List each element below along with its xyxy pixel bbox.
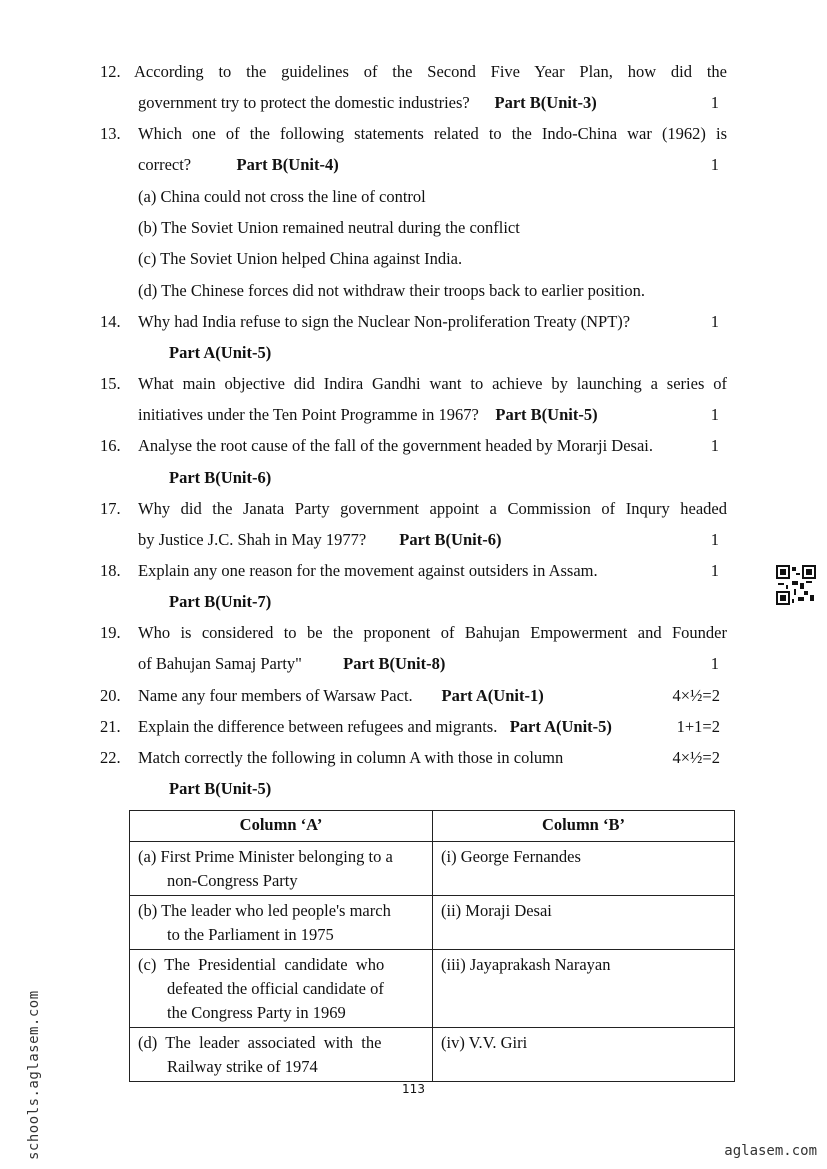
question-number: 22.: [100, 748, 121, 767]
question-number: 16.: [100, 436, 121, 455]
column-a-cell: [130, 950, 433, 1028]
marks: 1: [710, 561, 719, 580]
option-a: (a) China could not cross the line of control: [138, 187, 426, 206]
qr-code-icon[interactable]: [776, 565, 816, 605]
cell-text-cont: to the Parliament in 1975: [167, 925, 334, 944]
cell-text: (d) The leader associated with the: [138, 1033, 382, 1052]
side-watermark: schools.aglasem.com: [26, 990, 42, 1160]
option-d: (d) The Chinese forces did not withdraw their troops back to earlier position.: [138, 281, 645, 300]
question-text: Explain any one reason for the movement against outsiders in Assam.: [138, 561, 598, 580]
question-text: [138, 93, 727, 113]
question-text-cont: by Justice J.C. Shah in May 1977?: [138, 530, 367, 549]
column-b-cell: (ii) Moraji Desai: [433, 896, 735, 950]
question-text: [138, 717, 727, 737]
marks: 1: [710, 155, 719, 174]
table-row: [130, 842, 735, 896]
marks: 1: [710, 405, 719, 424]
question-15-line2: [0, 405, 827, 429]
question-17: [0, 499, 827, 523]
question-18: [0, 561, 827, 585]
option-b: (b) The Soviet Union remained neutral during the conflict: [138, 218, 520, 237]
question-13: [0, 124, 827, 148]
question-number: 19.: [100, 623, 121, 642]
question-text-cont: Explain the difference between refugees and migrants.: [138, 717, 498, 736]
column-a-cell: [130, 896, 433, 950]
marks: 1+1=2: [676, 717, 720, 736]
cell-text: (a) First Prime Minister belonging to a: [138, 847, 393, 866]
question-number: 15.: [100, 374, 121, 393]
question-text-cont: initiatives under the Ten Point Programme in 1967?: [138, 405, 479, 424]
marks: 1: [710, 312, 719, 331]
question-text: What main objective did Indira Gandhi want to achieve by launching a series of: [138, 374, 727, 393]
marks: 1: [710, 530, 719, 549]
question-number: 20.: [100, 686, 121, 705]
question-12-line2: [0, 93, 827, 117]
question-number: 14.: [100, 312, 121, 331]
question-text: [138, 686, 727, 706]
column-b-cell: (i) George Fernandes: [433, 842, 735, 896]
question-21: [0, 717, 827, 741]
question-text-cont: correct?: [138, 155, 192, 174]
question-text-cont: Name any four members of Warsaw Pact.: [138, 686, 413, 705]
column-a-cell: [130, 842, 433, 896]
question-number: 18.: [100, 561, 121, 580]
question-text: [138, 654, 727, 674]
question-14: [0, 312, 827, 336]
part-label: Part B(Unit-5): [169, 779, 272, 798]
part-label: Part B(Unit-8): [343, 654, 446, 673]
cell-text: (b) The leader who led people's march: [138, 901, 391, 920]
question-text: Who is considered to be the proponent of Bahujan Empowerment and Founder: [138, 623, 727, 642]
question-text: Which one of the following statements related to the Indo-China war (1962) is: [138, 124, 727, 143]
cell-text-cont: defeated the official candidate of: [167, 979, 384, 998]
question-number: 21.: [100, 717, 121, 736]
question-19-line2: [0, 654, 827, 678]
corner-watermark: aglasem.com: [724, 1143, 817, 1159]
marks: 1: [710, 93, 719, 112]
question-13-line2: [0, 155, 827, 179]
match-table: [129, 810, 735, 1082]
question-12: [0, 62, 827, 86]
part-label: Part B(Unit-6): [399, 530, 502, 549]
question-text-cont: of Bahujan Samaj Party": [138, 654, 302, 673]
question-number: 12.: [100, 62, 121, 81]
cell-text-cont: the Congress Party in 1969: [167, 1003, 346, 1022]
question-text: According to the guidelines of the Second Five Year Plan, how did the: [134, 62, 727, 81]
table-row: [130, 896, 735, 950]
column-b-cell: (iv) V.V. Giri: [433, 1028, 735, 1082]
part-label: Part B(Unit-6): [169, 468, 272, 487]
question-text: Why had India refuse to sign the Nuclear Non-proliferation Treaty (NPT)?: [138, 312, 631, 331]
part-label: Part B(Unit-7): [169, 592, 272, 611]
part-label: Part A(Unit-5): [169, 343, 272, 362]
option-c: (c) The Soviet Union helped China against India.: [138, 249, 463, 268]
cell-text-cont: non-Congress Party: [167, 871, 298, 890]
question-number: 13.: [100, 124, 121, 143]
question-19: [0, 623, 827, 647]
question-17-line2: [0, 530, 827, 554]
column-b-header: Column ‘B’: [433, 811, 735, 842]
column-a-header: Column ‘A’: [130, 811, 433, 842]
page-number: 113: [402, 1082, 425, 1096]
question-text: [138, 155, 727, 175]
question-text: Why did the Janata Party government appoint a Commission of Inqury headed: [138, 499, 727, 518]
marks: 1: [710, 436, 719, 455]
part-label: Part A(Unit-5): [509, 717, 612, 736]
question-text: Match correctly the following in column A with those in column: [138, 748, 564, 767]
question-text-cont: government try to protect the domestic industries?: [138, 93, 470, 112]
table-header-row: [130, 811, 735, 842]
cell-text-cont: Railway strike of 1974: [167, 1057, 318, 1076]
part-label: Part A(Unit-1): [441, 686, 544, 705]
part-label: Part B(Unit-4): [236, 155, 339, 174]
question-15: [0, 374, 827, 398]
question-22: [0, 748, 827, 772]
question-text: Analyse the root cause of the fall of the government headed by Morarji Desai.: [138, 436, 653, 455]
question-20: [0, 686, 827, 710]
part-label: Part B(Unit-3): [494, 93, 597, 112]
marks: 4×½=2: [672, 686, 720, 705]
question-16: [0, 436, 827, 460]
table-row: [130, 950, 735, 1028]
marks: 1: [710, 654, 719, 673]
column-a-cell: [130, 1028, 433, 1082]
question-text: [138, 405, 727, 425]
question-text: [138, 530, 727, 550]
cell-text: (c) The Presidential candidate who: [138, 955, 385, 974]
question-number: 17.: [100, 499, 121, 518]
table-row: [130, 1028, 735, 1082]
part-label: Part B(Unit-5): [495, 405, 598, 424]
marks: 4×½=2: [672, 748, 720, 767]
column-b-cell: (iii) Jayaprakash Narayan: [433, 950, 735, 1028]
